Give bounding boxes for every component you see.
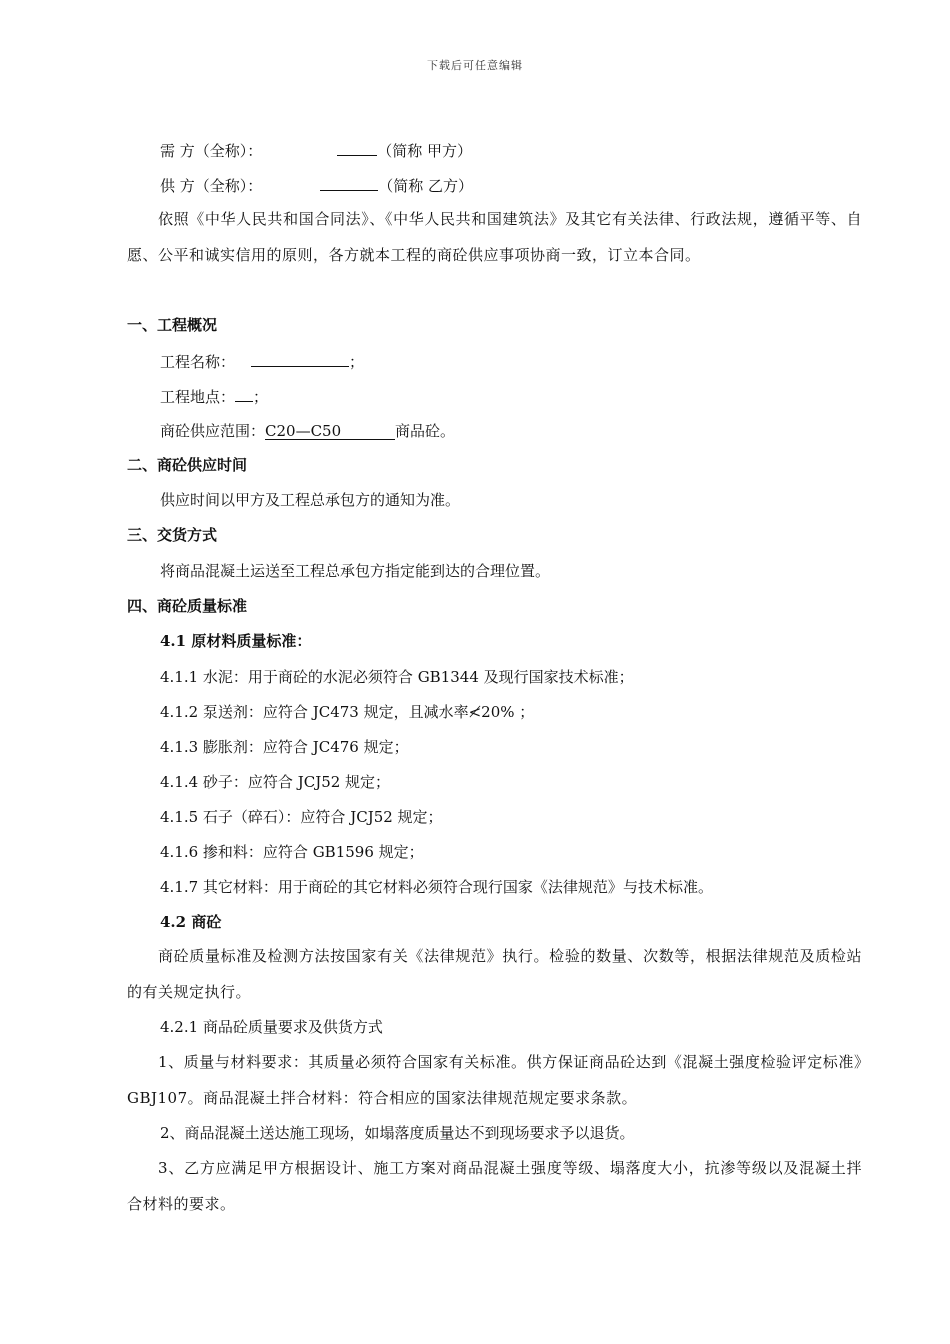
buyer-label: 需 方（全称）： bbox=[160, 142, 263, 160]
section2-text: 供应时间以甲方及工程总承包方的通知为准。 bbox=[160, 491, 461, 509]
requirement-3: 3、乙方应满足甲方根据设计、施工方案对商品混凝土强度等级、塌落度大小，抗渗等级以及混凝土拌合材料的要求。 bbox=[127, 1159, 862, 1213]
subsection-4-1-title: 4.1 原材料质量标准： bbox=[160, 632, 312, 650]
material-item: 4.1.7 其它材料：用于商砼的其它材料必须符合现行国家《法律规范》与技术标准。 bbox=[160, 878, 713, 896]
header-watermark: 下载后可任意编辑 bbox=[427, 59, 523, 72]
project-name-line bbox=[160, 350, 364, 372]
supply-scope-value: C20—C50 bbox=[265, 421, 395, 440]
section3-title: 三、交货方式 bbox=[127, 526, 218, 544]
seller-short: （简称 乙方） bbox=[378, 177, 474, 195]
material-item: 4.1.5 石子（碎石）：应符合 JCJ52 规定； bbox=[160, 808, 443, 826]
section3-text: 将商品混凝土运送至工程总承包方指定能到达的合理位置。 bbox=[160, 562, 551, 580]
supply-scope-label: 商砼供应范围： bbox=[160, 422, 266, 440]
project-site-suffix: ； bbox=[253, 388, 269, 406]
project-site-label: 工程地点： bbox=[160, 388, 236, 406]
buyer-name-blank[interactable] bbox=[337, 139, 377, 156]
buyer-line bbox=[160, 139, 472, 161]
material-item: 4.1.3 膨胀剂：应符合 JC476 规定； bbox=[160, 738, 409, 756]
subsection-4-2-paragraph: 商砼质量标准及检测方法按国家有关《法律规范》执行。检验的数量、次数等，根据法律规范及质检站的有关规定执行。 bbox=[127, 947, 862, 1001]
material-item: 4.1.6 掺和料：应符合 GB1596 规定； bbox=[160, 843, 424, 861]
requirement-2: 2、商品混凝土送达施工现场，如塌落度质量达不到现场要求予以退货。 bbox=[160, 1124, 635, 1142]
project-site-blank[interactable] bbox=[235, 385, 253, 402]
seller-label: 供 方（全称）： bbox=[160, 177, 263, 195]
project-name-label: 工程名称： bbox=[160, 353, 236, 371]
material-item: 4.1.2 泵送剂：应符合 JC473 规定，且减水率≮20% ； bbox=[160, 703, 535, 721]
intro-paragraph: 依照《中华人民共和国合同法》、《中华人民共和国建筑法》及其它有关法律、行政法规，遵循平等、自愿、公平和诚实信用的原则，各方就本工程的商砼供应事项协商一致，订立本合同。 bbox=[127, 210, 862, 264]
material-item: 4.1.1 水泥：用于商砼的水泥必须符合 GB1344 及现行国家技术标准； bbox=[160, 668, 634, 686]
requirement-1: 1、质量与材料要求：其质量必须符合国家有关标准。供方保证商品砼达到《混凝土强度检验评定标准》GBJ107。商品混凝土拌合材料：符合相应的国家法律规范规定要求条款。 bbox=[127, 1053, 862, 1107]
section2-title: 二、商砼供应时间 bbox=[127, 456, 248, 474]
section1-title: 一、工程概况 bbox=[127, 316, 218, 334]
seller-name-blank[interactable] bbox=[320, 174, 378, 191]
material-item: 4.1.4 砂子：应符合 JCJ52 规定； bbox=[160, 773, 391, 791]
seller-line bbox=[160, 174, 473, 196]
supply-scope-suffix: 商品砼。 bbox=[395, 422, 456, 440]
buyer-short: （简称 甲方） bbox=[377, 142, 473, 160]
subsection-4-2-1-title: 4.2.1 商品砼质量要求及供货方式 bbox=[160, 1018, 383, 1036]
project-name-suffix: ； bbox=[349, 353, 365, 371]
project-name-blank[interactable] bbox=[251, 350, 349, 367]
section4-title: 四、商砼质量标准 bbox=[127, 597, 248, 615]
project-site-line bbox=[160, 385, 268, 407]
subsection-4-2-title: 4.2 商砼 bbox=[160, 913, 222, 931]
supply-scope-line bbox=[160, 421, 455, 441]
